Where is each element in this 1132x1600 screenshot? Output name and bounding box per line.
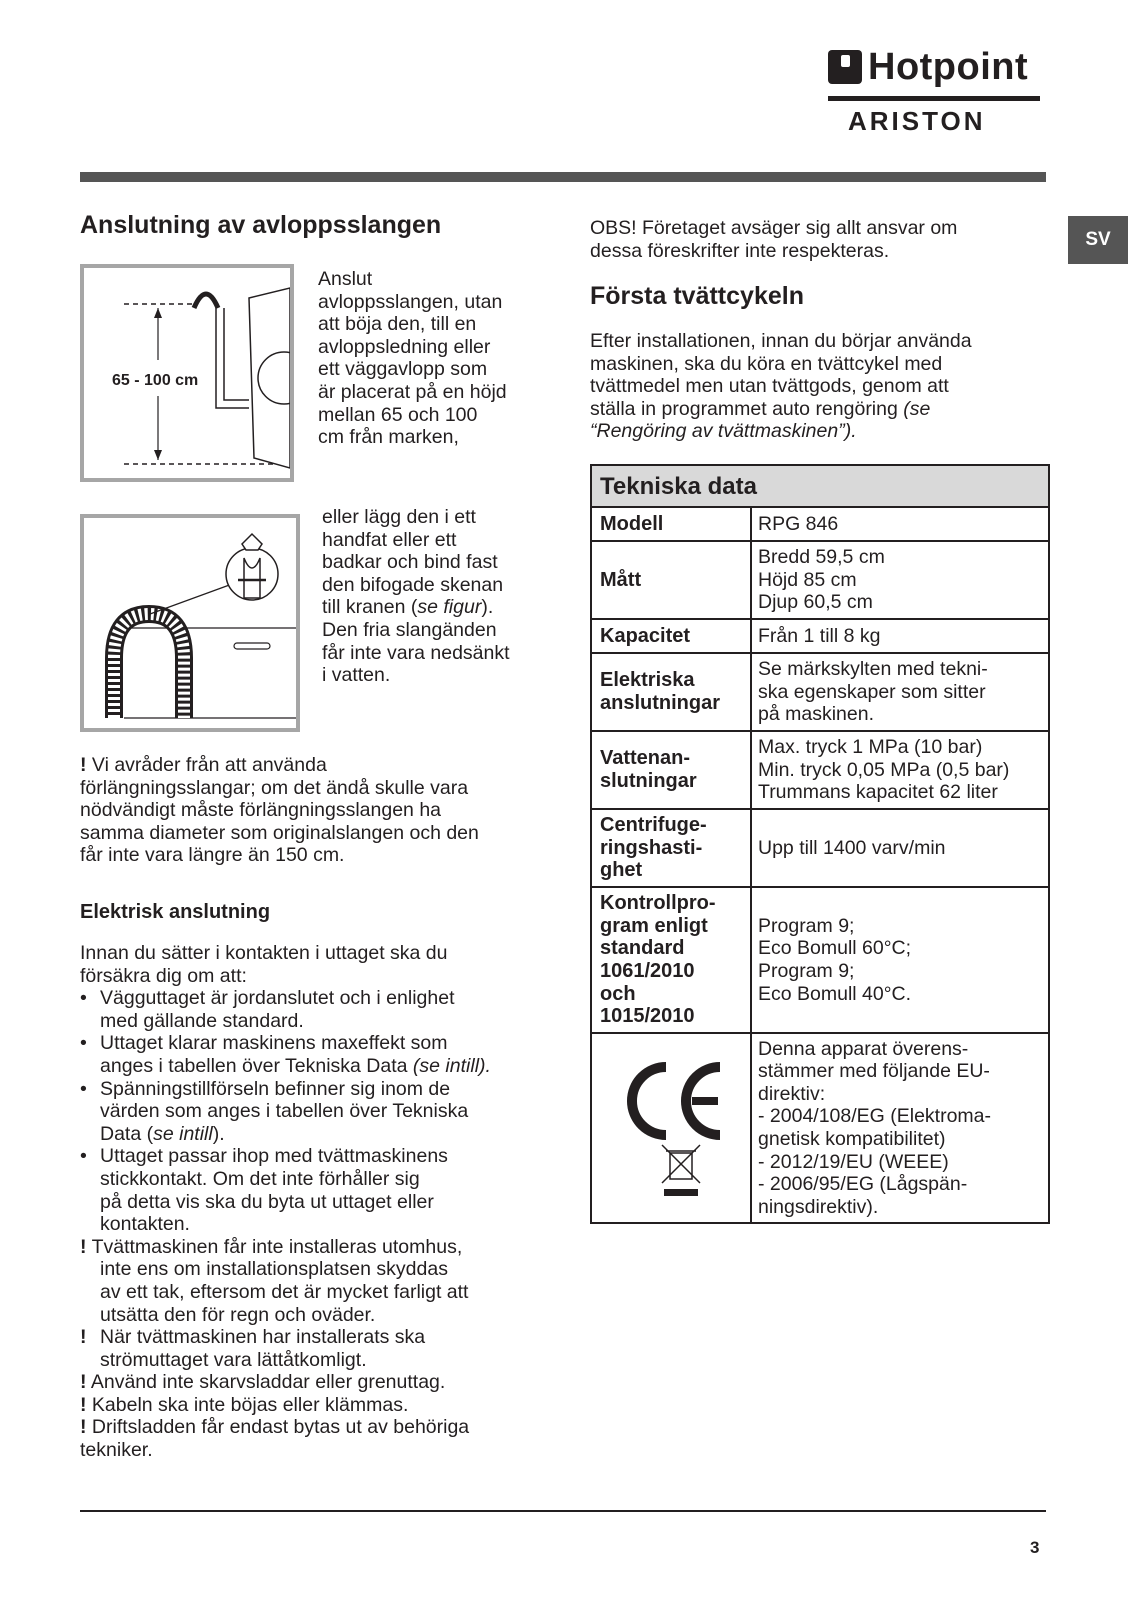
row-label: Kapacitet: [592, 620, 752, 652]
drain-instructions-2: eller lägg den i ett handfat eller ett badkar och bind fast den bifogade skenan till kranen (se figur). Den fria slangänden får inte vara nedsänkt i vatten.: [322, 506, 510, 687]
row-value: Denna apparat överens- stämmer med följande EU- direktiv: - 2004/108/EG (Elektroma- gnetisk kompatibilitet) - 2012/19/EU (WEEE) - 2006/95/EG (Lågspän- ningsdirektiv).: [758, 1037, 992, 1218]
row-value: Max. tryck 1 MPa (10 bar) Min. tryck 0,05 MPa (0,5 bar) Trummans kapacitet 62 liter: [758, 736, 1010, 804]
table-row: [592, 654, 1048, 732]
row-label: Elektriska anslutningar: [592, 654, 752, 730]
drain-sink-figure: [80, 514, 300, 732]
page-number: 3: [1030, 1538, 1040, 1557]
row-label: Centrifuge- ringshasti- ghet: [592, 810, 752, 886]
electrical-section-body: Innan du sätter i kontakten i uttaget ska du försäkra dig om att: • Vägguttaget är jordanslutet och i enlighet med gällande standard. • Uttaget klarar maskinens maxeffekt som anges i tabellen över Tekniska Data (se intill). • Spänningstillförseln befinner sig inom de värden som anges i tabellen över Tekniska Data (se intill). • Uttaget passar ihop med tvättmaskinens stickkontakt. Om det inte förhåller sig på detta vis ska du byta ut uttaget eller kontakten. ! Tvättmaskinen får inte installeras utomhus, inte ens om installationsplatsen skyddas av ett tak, eftersom det är mycket farligt att utsätta den för regn och oväder. ! När tvättmaskinen har installerats ska strömuttaget vara lättåtkomligt. ! Använd inte skarvsladdar eller grenuttag. ! Kabeln ska inte böjas eller klämmas. ! Driftsladden får endast bytas ut av behöriga tekniker.: [80, 942, 491, 1462]
footer-rule: [80, 1510, 1046, 1512]
table-row: [592, 508, 1048, 542]
brand-name: Hotpoint: [868, 46, 1029, 88]
table-row: [592, 888, 1048, 1034]
row-label: Kontrollpro- gram enligt standard 1061/2010 och 1015/2010: [592, 888, 752, 1032]
ce-mark-icon: [620, 1053, 730, 1203]
table-row: [592, 810, 1048, 888]
drain-height-figure: [80, 264, 294, 482]
row-value: Se märkskylten med tekni- ska egenskaper som sitter på maskinen.: [758, 658, 988, 726]
obs-notice: OBS! Företaget avsäger sig allt ansvar om dessa föreskrifter inte respekteras.: [590, 217, 958, 262]
hose-in-sink-illustration: [84, 518, 296, 728]
row-label: Vattenan- slutningar: [592, 732, 752, 808]
weee-bin-icon: [662, 1145, 700, 1196]
section-heading-first-cycle: Första tvättcykeln: [590, 282, 804, 310]
table-row: [592, 1034, 1048, 1222]
language-tab[interactable]: SV: [1068, 216, 1128, 264]
table-row: [592, 732, 1048, 810]
technical-data-table: [590, 464, 1050, 1224]
extension-hose-warning: ! Vi avråder från att använda förlängningsslangar; om det ändå skulle vara nödvändigt måste förlängningsslangen ha samma diameter som originalslangen och den får inte vara längre än 150 cm.: [80, 754, 479, 867]
header-bar: [80, 172, 1046, 182]
row-value: Från 1 till 8 kg: [758, 624, 881, 647]
row-value: Bredd 59,5 cm Höjd 85 cm Djup 60,5 cm: [758, 546, 885, 614]
table-row: [592, 620, 1048, 654]
table-row: [592, 542, 1048, 620]
hotpoint-logo-icon: [828, 50, 862, 84]
row-value: Program 9; Eco Bomull 60°C; Program 9; Eco Bomull 40°C.: [758, 914, 912, 1005]
ce-weee-marks: [592, 1034, 752, 1222]
table-title: Tekniska data: [592, 466, 1048, 508]
row-value: Upp till 1400 varv/min: [758, 836, 946, 859]
brand-logo: [828, 44, 1040, 136]
row-value: RPG 846: [758, 512, 839, 535]
brand-divider: [828, 96, 1040, 101]
drain-instructions-1: Anslut avloppsslangen, utan att böja den, till en avloppsledning eller ett väggavlopp som är placerat på en höjd mellan 65 och 100 cm från marken,: [318, 268, 507, 449]
first-cycle-body: Efter installationen, innan du börjar använda maskinen, ska du köra en tvättcykel med tvättmedel men utan tvättgods, genom att ställa in programmet auto rengöring (se “Rengöring av tvättmaskinen”).: [590, 330, 972, 443]
brand-sub: ARISTON: [848, 106, 986, 136]
height-range-label: 65 - 100 cm: [112, 372, 199, 389]
row-label: Modell: [592, 508, 752, 540]
section-heading-electrical: Elektrisk anslutning: [80, 901, 271, 923]
section-heading-drain: Anslutning av avloppsslangen: [80, 211, 442, 239]
row-label: Mått: [592, 542, 752, 618]
